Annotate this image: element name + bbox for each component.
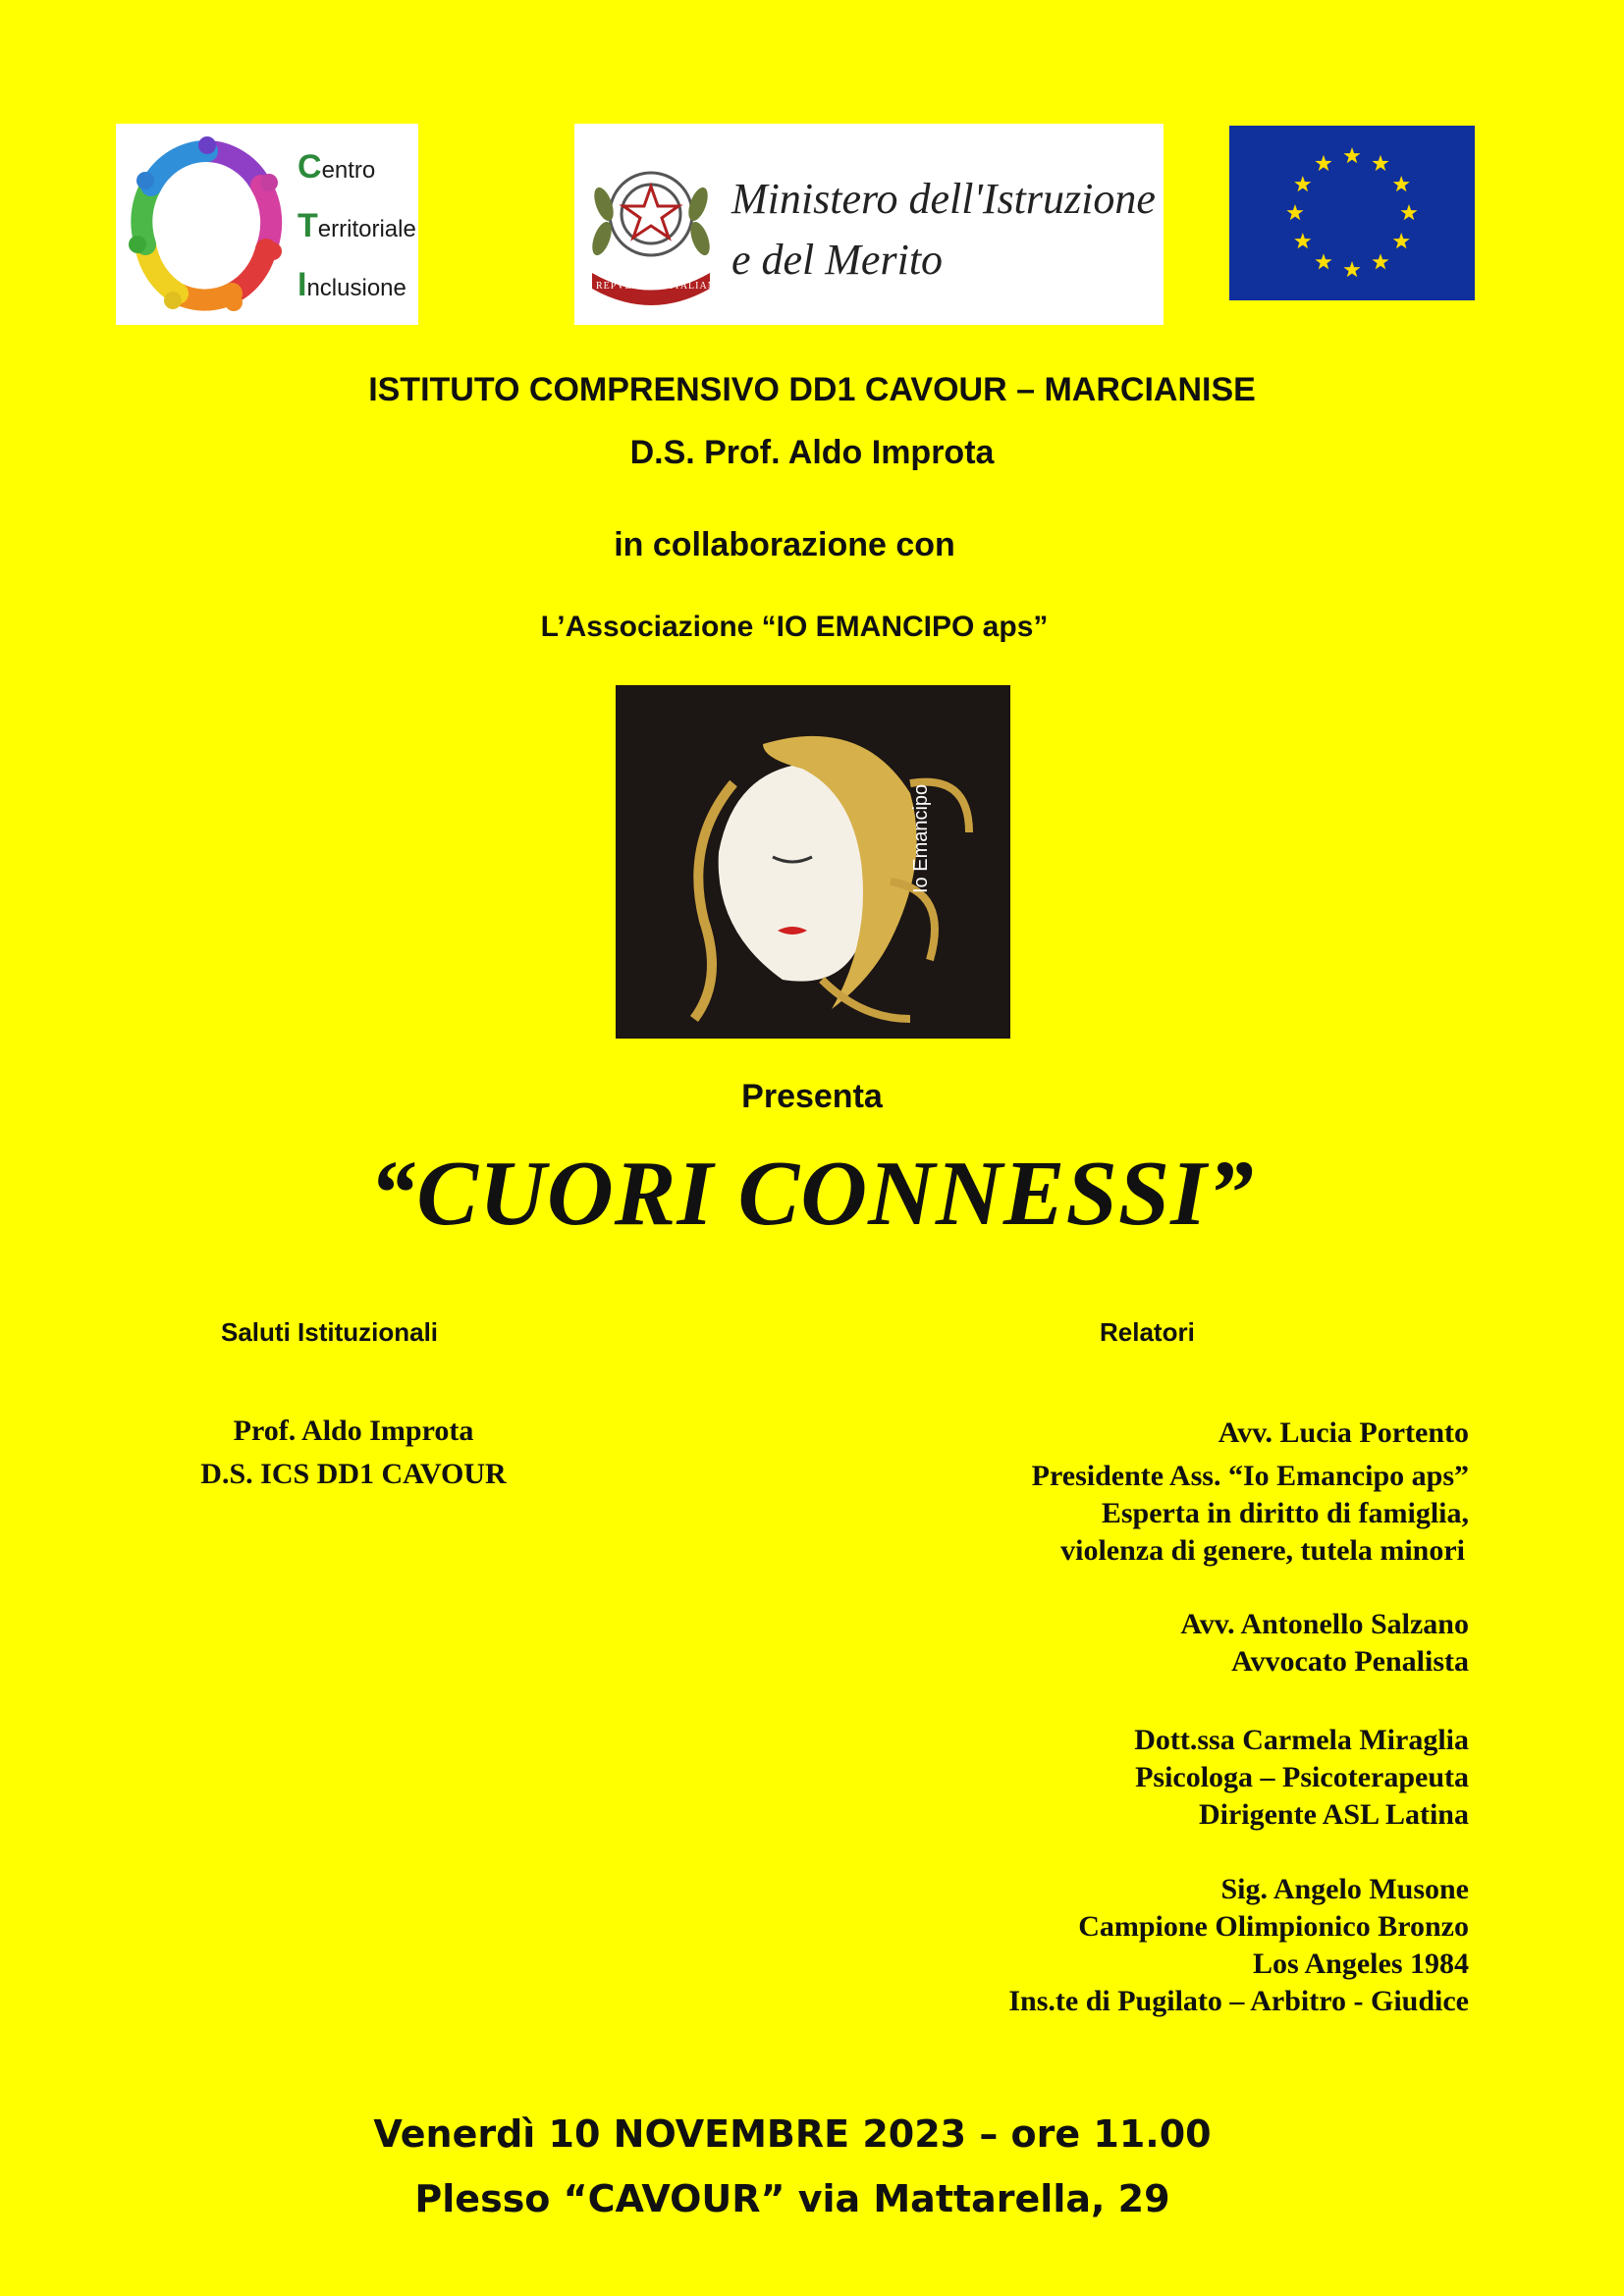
relatori-heading: Relatori (1100, 1317, 1195, 1347)
speaker-4-line-1: Sig. Angelo Musone (1220, 1873, 1469, 1905)
presenta-label: Presenta (741, 1078, 883, 1115)
speaker-3-line-1: Dott.ssa Carmela Miraglia (1134, 1724, 1469, 1756)
ministero-logo (574, 124, 1164, 325)
ministero-line-2: e del Merito (731, 236, 944, 284)
event-title: “CUORI CONNESSI” (369, 1143, 1255, 1245)
eu-star (1372, 155, 1388, 171)
eu-star (1372, 253, 1388, 269)
speaker-2-line-1: Avv. Antonello Salzano (1180, 1608, 1469, 1640)
eu-stars-icon (1229, 126, 1475, 300)
eu-star (1294, 233, 1311, 248)
eu-star (1393, 176, 1410, 191)
speaker-3-line-2: Psicologa – Psicoterapeuta (1135, 1761, 1469, 1793)
speaker-4-line-3: Los Angeles 1984 (1252, 1948, 1469, 1980)
eu-star (1343, 147, 1360, 163)
eu-flag (1229, 126, 1475, 300)
speaker-4 (1008, 1871, 1469, 2020)
event-date: Venerdì 10 NOVEMBRE 2023 – ore 11.00 (373, 2112, 1212, 2156)
cti-logo (116, 124, 418, 325)
speaker-1-line-3: Esperta in diritto di famiglia, (1101, 1497, 1469, 1529)
eu-star (1393, 233, 1410, 248)
cti-initial-i: I (298, 266, 307, 303)
eu-star (1343, 261, 1360, 277)
saluti-heading: Saluti Istituzionali (221, 1317, 439, 1347)
emblem-ribbon-text: REPVBBLICA ITALIANA (596, 281, 725, 292)
speaker-4-line-2: Campione Olimpionico Bronzo (1078, 1910, 1469, 1943)
io-emancipo-artwork (616, 685, 1010, 1039)
saluti-name: Prof. Aldo Improta (233, 1415, 474, 1447)
principal-name: D.S. Prof. Aldo Improta (629, 434, 995, 471)
speaker-1-line-4: violenza di genere, tutela minori (1060, 1534, 1465, 1567)
collaboration-text: in collaborazione con (614, 526, 955, 563)
cti-initial-t: T (298, 207, 318, 244)
institute-name: ISTITUTO COMPRENSIVO DD1 CAVOUR – MARCIANISE (368, 371, 1256, 408)
saluti-block (157, 1410, 550, 1496)
cti-text: Centro Territoriale Inclusione (298, 148, 416, 303)
association-name: L’Associazione “IO EMANCIPO aps” (540, 611, 1049, 643)
eu-star (1286, 204, 1303, 220)
cti-initial-c: C (298, 148, 322, 186)
ministero-text (731, 169, 1156, 291)
saluti-role: D.S. ICS DD1 CAVOUR (200, 1458, 507, 1490)
speaker-1-line-2: Presidente Ass. “Io Emancipo aps” (1031, 1460, 1469, 1492)
speaker-3-line-3: Dirigente ASL Latina (1198, 1798, 1469, 1831)
speaker-2-line-2: Avvocato Penalista (1231, 1645, 1469, 1678)
speaker-1-line-1: Avv. Lucia Portento (1218, 1416, 1469, 1449)
speaker-2 (1180, 1606, 1469, 1681)
speaker-3 (1134, 1722, 1469, 1834)
speaker-4-line-4: Ins.te di Pugilato – Arbitro - Giudice (1008, 1985, 1469, 2017)
ministero-line-1: Ministero dell'Istruzione (731, 175, 1156, 223)
woman-face-icon (616, 685, 1010, 1039)
speaker-1 (1032, 1415, 1469, 1570)
event-venue: Plesso “CAVOUR” via Mattarella, 29 (414, 2177, 1170, 2220)
eu-star (1315, 253, 1331, 269)
artwork-label: Io Emancipo (910, 783, 932, 893)
eu-star (1294, 176, 1311, 191)
eu-star (1315, 155, 1331, 171)
people-circle-icon (124, 132, 291, 318)
eu-star (1400, 204, 1417, 220)
